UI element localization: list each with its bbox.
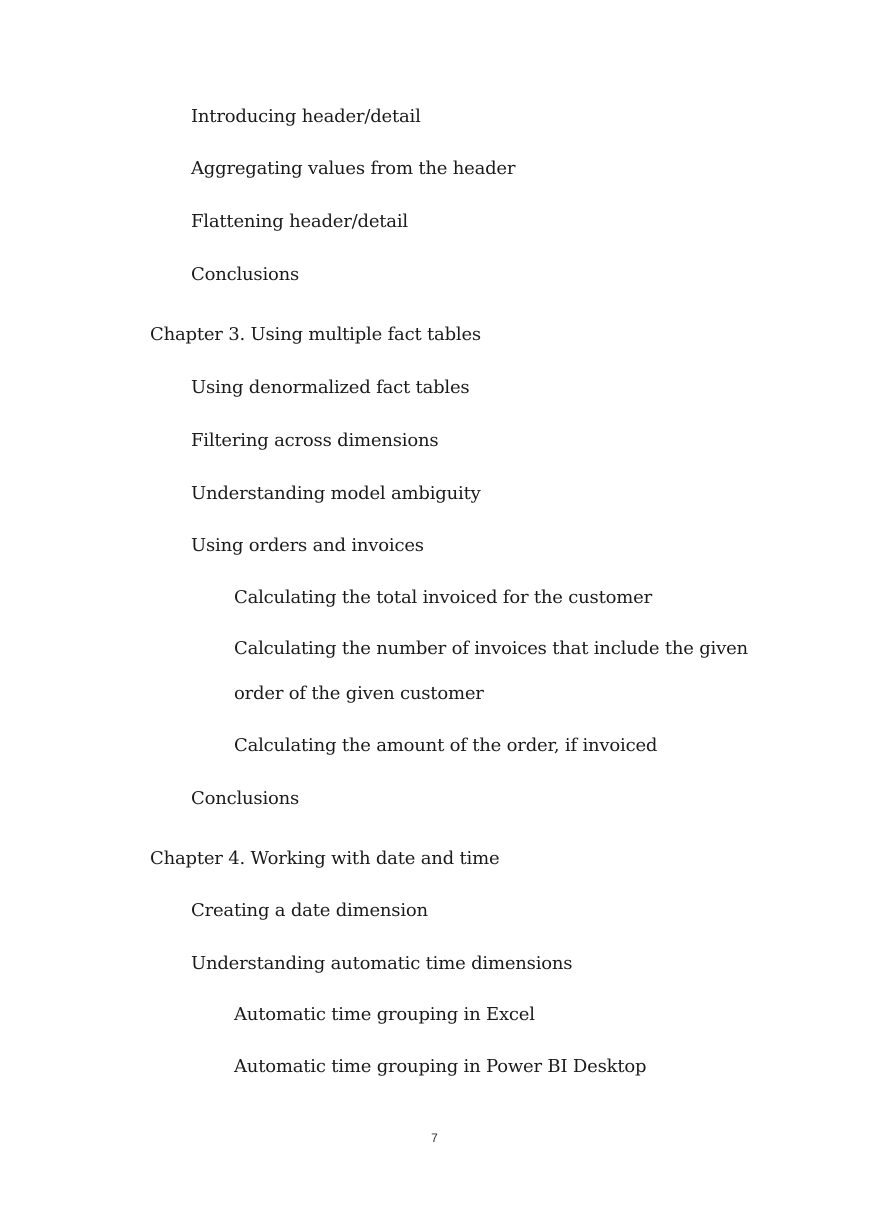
toc-entry-introducing-header-detail: Introducing header/detail — [191, 106, 421, 127]
toc-subentry-amount-of-order: Calculating the amount of the order, if invoiced — [234, 735, 658, 756]
toc-entry-denormalized-fact-tables: Using denormalized fact tables — [191, 377, 470, 398]
toc-entry-ch3-conclusions: Conclusions — [191, 788, 300, 809]
toc-entry-filtering-across-dimensions: Filtering across dimensions — [191, 430, 439, 451]
toc-entry-ch2-conclusions: Conclusions — [191, 264, 300, 285]
toc-entry-flattening-header-detail: Flattening header/detail — [191, 211, 408, 232]
toc-entry-model-ambiguity: Understanding model ambiguity — [191, 483, 481, 504]
toc-subentry-time-grouping-excel: Automatic time grouping in Excel — [234, 1004, 535, 1025]
toc-subentry-time-grouping-powerbi: Automatic time grouping in Power BI Desktop — [234, 1056, 647, 1077]
toc-entry-orders-and-invoices: Using orders and invoices — [191, 535, 424, 556]
toc-subentry-number-of-invoices-line2: order of the given customer — [234, 683, 484, 704]
toc-entry-date-dimension: Creating a date dimension — [191, 900, 428, 921]
toc-entry-automatic-time-dimensions: Understanding automatic time dimensions — [191, 953, 573, 974]
toc-subentry-total-invoiced: Calculating the total invoiced for the customer — [234, 587, 652, 608]
toc-chapter-4-title: Chapter 4. Working with date and time — [150, 848, 500, 869]
toc-chapter-3-title: Chapter 3. Using multiple fact tables — [150, 324, 481, 345]
page-number: 7 — [431, 1131, 438, 1145]
toc-entry-aggregating-values: Aggregating values from the header — [191, 158, 516, 179]
toc-subentry-number-of-invoices-line1: Calculating the number of invoices that include the given — [234, 638, 748, 659]
